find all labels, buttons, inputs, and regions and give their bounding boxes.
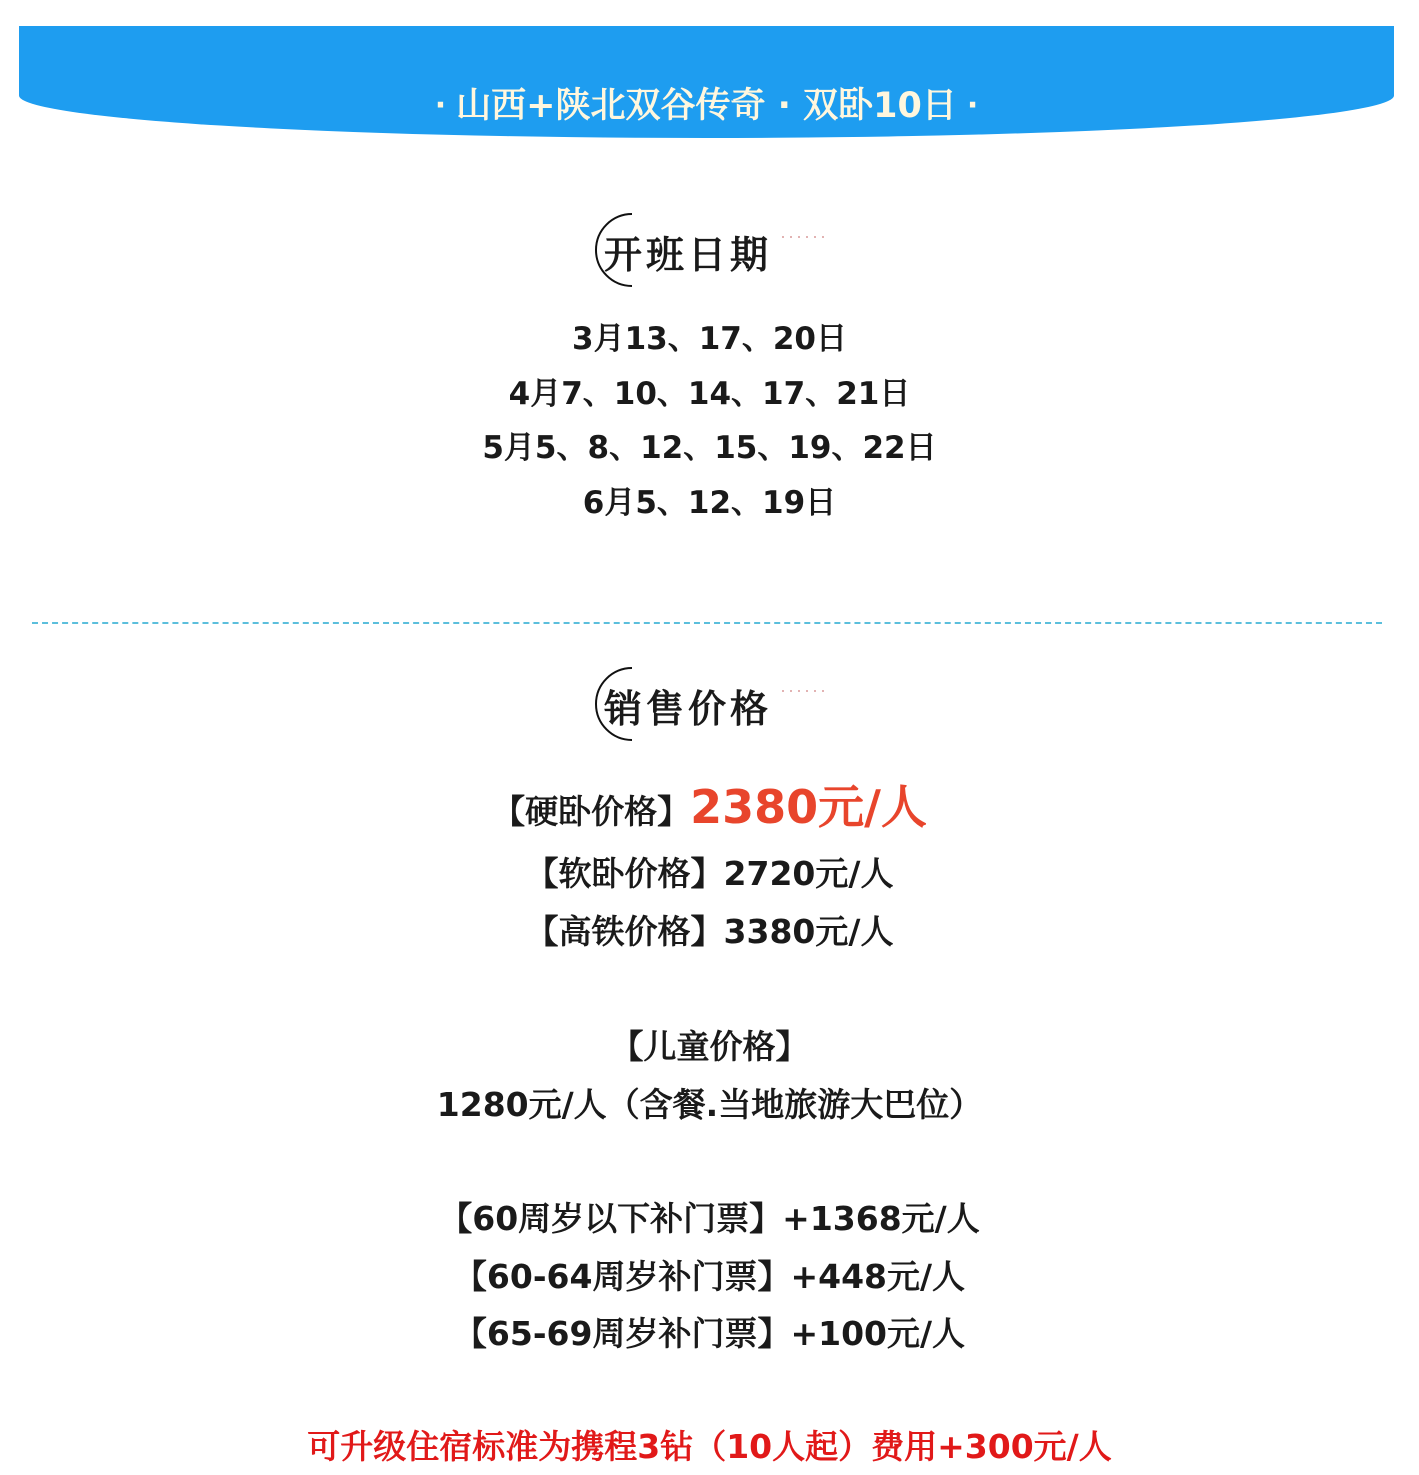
ticket-supplement-line: 【65-69周岁补门票】+100元/人 — [453, 1314, 966, 1353]
schedule-date-line: 6月5、12、19日 — [582, 484, 837, 521]
hard-sleeper-price: 2380元/人 — [690, 780, 927, 834]
schedule-date-line: 5月5、8、12、15、19、22日 — [482, 430, 937, 466]
high-speed-price: 【高铁价格】3380元/人 — [525, 911, 894, 951]
banner-title — [19, 78, 1394, 128]
section-divider — [32, 622, 1382, 624]
schedule-heading — [0, 210, 1419, 290]
price-list — [0, 845, 1419, 960]
banner-dot-left: · — [434, 88, 447, 123]
soft-sleeper-price: 【软卧价格】2720元/人 — [525, 854, 894, 893]
banner-dot-right: · — [966, 88, 979, 123]
ticket-supplement-line: 【60周岁以下补门票】+1368元/人 — [439, 1199, 980, 1238]
pricing-heading — [0, 664, 1419, 744]
upgrade-note: 可升级住宿标准为携程3钻（10人起）费用+300元/人 — [307, 1427, 1112, 1466]
ticket-supplement-list — [0, 1190, 1419, 1363]
schedule-date-line: 4月7、10、14、17、21日 — [508, 375, 911, 412]
schedule-date-list — [0, 312, 1419, 530]
hard-sleeper-label: 【硬卧价格】 — [492, 792, 691, 831]
child-price-label: 【儿童价格】 — [610, 1027, 809, 1066]
child-price-value: 1280元/人（含餐.当地旅游大巴位） — [436, 1084, 983, 1124]
ticket-supplement-line: 【60-64周岁补门票】+448元/人 — [453, 1256, 966, 1296]
schedule-heading-title: 开班日期 — [604, 233, 773, 277]
schedule-date-line: 3月13、17、20日 — [572, 321, 847, 357]
hard-sleeper-price-row — [0, 776, 1419, 843]
upgrade-note-block — [0, 1420, 1419, 1474]
pricing-heading-title: 销售价格 — [604, 687, 773, 731]
child-price-block — [0, 1018, 1419, 1133]
banner-title-text: 山西+陕北双谷传奇 · 双卧10日 — [456, 86, 957, 126]
title-banner — [19, 26, 1394, 138]
